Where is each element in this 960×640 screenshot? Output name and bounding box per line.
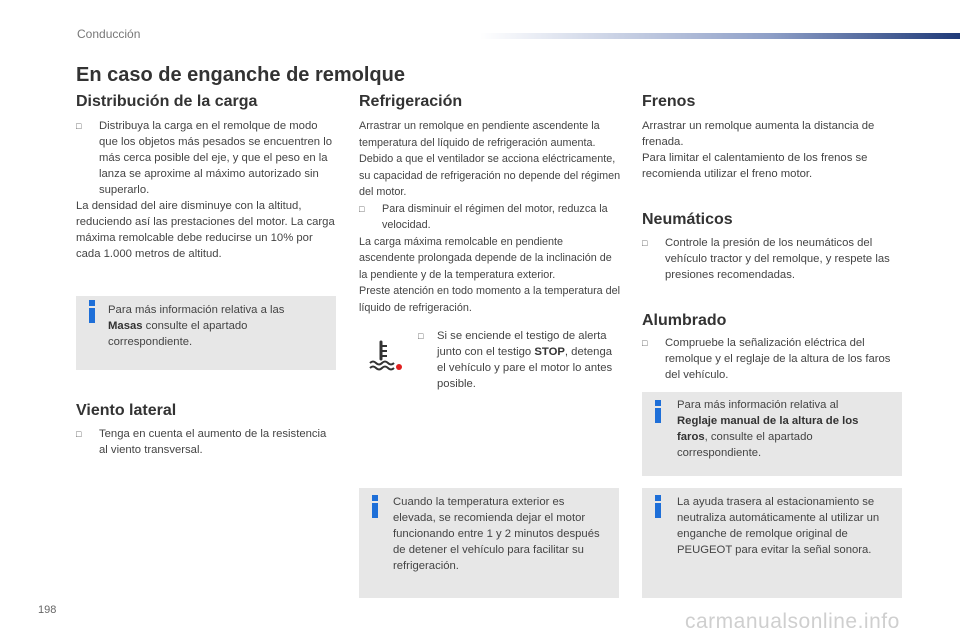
warning-text xyxy=(418,328,618,392)
viento-bullet-text: Tenga en cuenta el aumento de la resistencia al viento transversal. xyxy=(99,428,327,456)
viento-text xyxy=(76,426,338,458)
checkbox-bullet-icon: □ xyxy=(642,338,648,348)
frenos-para1: Arrastrar un remolque aumenta la distancia de frenada. xyxy=(642,120,875,148)
neumaticos-bullet-text: Controle la presión de los neumáticos del vehículo tractor y del remolque, y respete las presiones recomendadas. xyxy=(665,237,890,281)
alumbrado-bullet-text: Compruebe la señalización eléctrica del remolque y el reglaje de la altura de los faros del vehículo. xyxy=(665,337,891,381)
info-icon-dot xyxy=(655,400,661,406)
info-box-estacionamiento xyxy=(642,488,902,598)
info-icon xyxy=(655,503,661,518)
info-icon-dot xyxy=(655,495,661,501)
section-heading-neumaticos: Neumáticos xyxy=(642,211,733,228)
frenos-text xyxy=(642,118,904,182)
refrigeracion-bullet xyxy=(359,201,621,234)
checkbox-bullet-icon: □ xyxy=(418,331,424,341)
section-heading-viento: Viento lateral xyxy=(76,402,177,419)
refrigeracion-para1: Arrastrar un remolque en pendiente ascendente la temperatura del líquido de refrigeración aumenta. Debido a que el ventilador se acciona eléctricamente, su capacidad de refrigeración no depende del régimen del motor. xyxy=(359,120,621,198)
info-icon xyxy=(372,503,378,518)
refrigeracion-para3: Preste atención en todo momento a la temperatura del líquido de refrigeración. xyxy=(359,285,621,314)
checkbox-bullet-icon: □ xyxy=(76,429,82,439)
info-icon-dot xyxy=(89,300,95,306)
alumbrado-text xyxy=(642,335,904,383)
page-title: En caso de enganche de remolque xyxy=(76,64,405,86)
info-icon-dot xyxy=(372,495,378,501)
checkbox-bullet-icon: □ xyxy=(359,203,365,214)
viento-bullet xyxy=(76,426,338,458)
info-box-faros xyxy=(642,392,902,476)
watermark: carmanualsonline.info xyxy=(685,610,900,633)
checkbox-bullet-icon: □ xyxy=(76,121,82,131)
section-heading-alumbrado: Alumbrado xyxy=(642,312,727,329)
page-number: 198 xyxy=(38,604,57,616)
info-faros-text: Para más información relativa al Reglaje manual de la altura de los faros, consulte el apartado correspondiente. xyxy=(677,399,859,459)
alumbrado-bullet xyxy=(642,335,904,383)
info-box-temperatura xyxy=(359,488,619,598)
frenos-para2: Para limitar el calentamiento de los frenos se recomienda utilizar el freno motor. xyxy=(642,152,868,180)
warning-bullet: □ Si se enciende el testigo de alerta junto con el testigo STOP, detenga el vehículo y pare el motor lo antes posible. xyxy=(418,330,613,390)
info-box-masas xyxy=(76,296,336,370)
refrigeracion-text xyxy=(359,118,621,316)
refrigeracion-para2: La carga máxima remolcable en pendiente ascendente prolongada depende de la inclinación de la pendiente y de la temperatura exterior. xyxy=(359,235,612,281)
info-estacionamiento-text: La ayuda trasera al estacionamiento se neutraliza automáticamente al utilizar un enganche de remolque original de PEUGEOT para evitar la señal sonora. xyxy=(677,496,880,556)
section-heading-refrigeracion: Refrigeración xyxy=(359,93,463,110)
refrigeracion-bullet-text: Para disminuir el régimen del motor, reduzca la velocidad. xyxy=(382,202,608,231)
carga-paragraph: La densidad del aire disminuye con la altitud, reduciendo así las prestaciones del motor. La carga máxima remolcable debe reducirse un 10% por cada 1.000 metros de altitud. xyxy=(76,200,335,260)
checkbox-bullet-icon: □ xyxy=(642,238,648,248)
neumaticos-text xyxy=(642,235,904,283)
coolant-temperature-warning-icon xyxy=(367,339,403,373)
chapter-header: Conducción xyxy=(77,27,141,41)
carga-text xyxy=(76,118,338,262)
section-heading-frenos: Frenos xyxy=(642,93,696,110)
section-heading-carga: Distribución de la carga xyxy=(76,93,258,110)
neumaticos-bullet xyxy=(642,235,904,283)
info-masas-text: Para más información relativa a las Masas consulte el apartado correspondiente. xyxy=(108,304,285,348)
info-temperatura-text: Cuando la temperatura exterior es elevada, se recomienda dejar el motor funcionando entre 1 y 2 minutos después de detener el vehículo para facilitar su refrigeración. xyxy=(393,496,600,572)
info-icon xyxy=(89,308,95,323)
info-icon xyxy=(655,408,661,423)
carga-bullet-text: Distribuya la carga en el remolque de modo que los objetos más pesados se encuentren lo más cerca posible del eje, y que el peso en la lanza se aproxime al máximo autorizado sin superarlo. xyxy=(99,120,332,196)
carga-bullet xyxy=(76,118,338,198)
header-gradient-bar xyxy=(480,33,960,39)
